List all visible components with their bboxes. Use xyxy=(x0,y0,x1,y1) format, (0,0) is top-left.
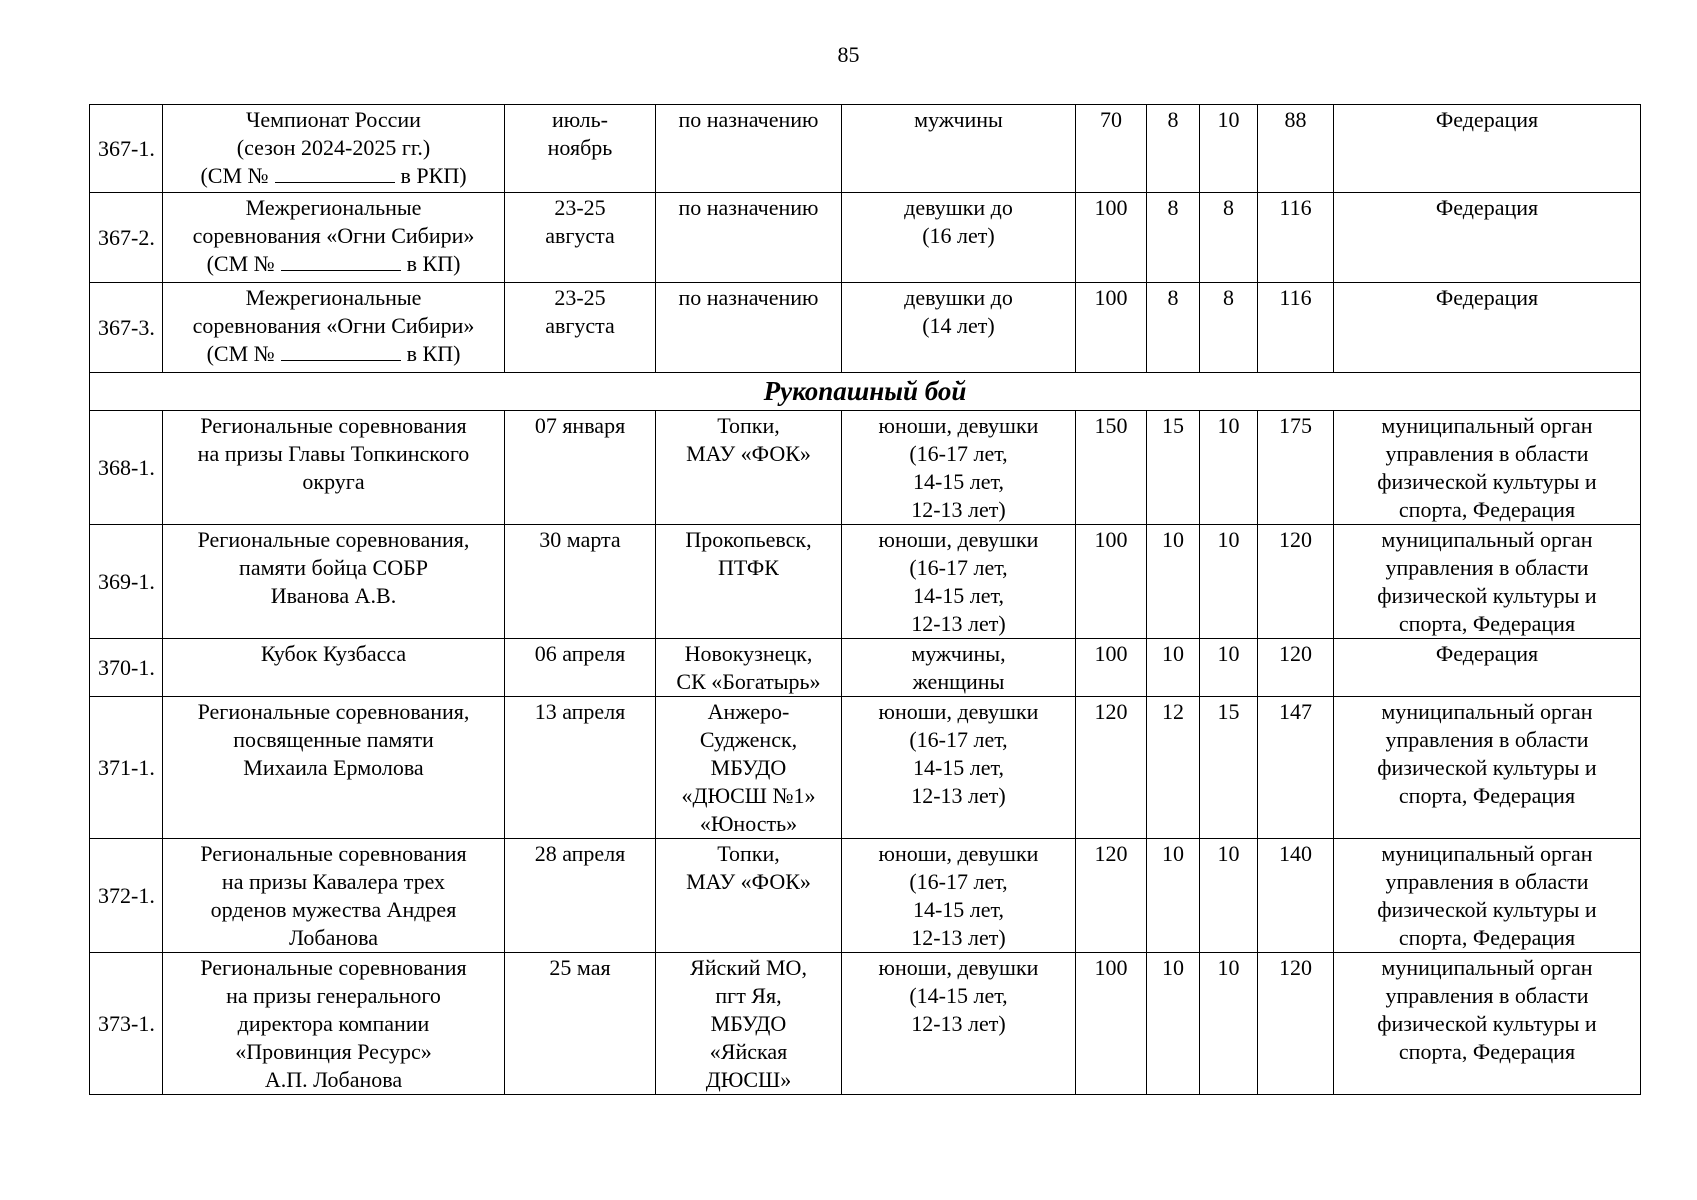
event-participants xyxy=(842,839,1076,953)
event-name-line: Кубок Кузбасса xyxy=(260,641,407,666)
judges-count: 10 xyxy=(1200,639,1258,697)
event-participants-line: (14-15 лет, xyxy=(909,983,1008,1008)
athletes-count: 120 xyxy=(1076,697,1147,839)
event-number: 373-1. xyxy=(90,953,163,1095)
event-number: 367-1. xyxy=(90,105,163,193)
event-place-line: по назначению xyxy=(678,285,819,310)
total-count: 175 xyxy=(1258,411,1334,525)
judges-count: 8 xyxy=(1200,283,1258,373)
event-name-line: на призы Главы Топкинского xyxy=(197,441,470,466)
event-number: 370-1. xyxy=(90,639,163,697)
event-name-line: Региональные соревнования xyxy=(200,841,467,866)
event-participants xyxy=(842,283,1076,373)
table-body xyxy=(90,105,1641,1095)
event-name-line: орденов мужества Андрея xyxy=(210,897,457,922)
event-dates-line: 23-25 xyxy=(554,285,606,310)
event-organizer-line: спорта, Федерация xyxy=(1398,783,1576,808)
event-number: 367-3. xyxy=(90,283,163,373)
event-name xyxy=(163,953,505,1095)
event-place xyxy=(656,697,842,839)
event-dates xyxy=(505,525,656,639)
event-participants-line: девушки до xyxy=(904,195,1013,220)
event-participants-line: (16-17 лет, xyxy=(909,727,1008,752)
table-row xyxy=(90,283,1641,373)
event-name-line: Михаила Ермолова xyxy=(243,755,424,780)
event-organizer-line: муниципальный орган xyxy=(1381,413,1593,438)
event-participants-line: (16-17 лет, xyxy=(909,555,1008,580)
event-participants-line: юноши, девушки xyxy=(878,955,1039,980)
coaches-count: 10 xyxy=(1147,953,1200,1095)
event-participants xyxy=(842,639,1076,697)
athletes-count: 70 xyxy=(1076,105,1147,193)
coaches-count: 8 xyxy=(1147,193,1200,283)
event-name xyxy=(163,525,505,639)
event-organizer-line: физической культуры и xyxy=(1377,1011,1597,1036)
event-organizer xyxy=(1334,839,1641,953)
event-organizer-line: муниципальный орган xyxy=(1381,955,1593,980)
event-place xyxy=(656,193,842,283)
event-place-line: МАУ «ФОК» xyxy=(686,869,811,894)
event-reference xyxy=(165,340,502,368)
event-organizer-line: спорта, Федерация xyxy=(1398,497,1576,522)
total-count: 88 xyxy=(1258,105,1334,193)
event-name-line: на призы генерального xyxy=(226,983,441,1008)
event-participants xyxy=(842,193,1076,283)
reference-blank-field xyxy=(281,344,401,361)
event-name-line: Региональные соревнования xyxy=(200,413,467,438)
event-place-line: по назначению xyxy=(678,107,819,132)
event-name-line: А.П. Лобанова xyxy=(264,1067,403,1092)
event-participants-line: 12-13 лет) xyxy=(911,611,1006,636)
event-participants-line: 12-13 лет) xyxy=(911,783,1006,808)
event-participants-line: (16-17 лет, xyxy=(909,441,1008,466)
event-organizer-line: физической культуры и xyxy=(1377,469,1597,494)
event-organizer-line: Федерация xyxy=(1435,285,1539,310)
total-count: 116 xyxy=(1258,283,1334,373)
reference-blank-field xyxy=(275,166,395,183)
reference-blank-field xyxy=(281,254,401,271)
event-organizer-line: управления в области xyxy=(1385,983,1589,1008)
table-row xyxy=(90,839,1641,953)
athletes-count: 100 xyxy=(1076,193,1147,283)
event-place-line: «Яйская xyxy=(709,1039,788,1064)
event-organizer xyxy=(1334,105,1641,193)
event-name xyxy=(163,283,505,373)
athletes-count: 100 xyxy=(1076,525,1147,639)
event-place-line: Топки, xyxy=(717,841,780,866)
event-organizer-line: управления в области xyxy=(1385,727,1589,752)
event-participants-line: 14-15 лет, xyxy=(912,583,1005,608)
event-reference xyxy=(165,250,502,278)
event-dates xyxy=(505,839,656,953)
total-count: 120 xyxy=(1258,953,1334,1095)
event-participants-line: мужчины, xyxy=(911,641,1006,666)
event-participants-line: (16-17 лет, xyxy=(909,869,1008,894)
judges-count: 10 xyxy=(1200,411,1258,525)
event-name xyxy=(163,105,505,193)
coaches-count: 15 xyxy=(1147,411,1200,525)
section-row xyxy=(90,373,1641,411)
coaches-count: 10 xyxy=(1147,639,1200,697)
event-dates-line: 23-25 xyxy=(554,195,606,220)
total-count: 120 xyxy=(1258,639,1334,697)
event-name-line: Межрегиональные xyxy=(245,285,422,310)
event-organizer-line: спорта, Федерация xyxy=(1398,925,1576,950)
event-organizer xyxy=(1334,525,1641,639)
total-count: 147 xyxy=(1258,697,1334,839)
event-place-line: Прокопьевск, xyxy=(685,527,812,552)
event-place-line: «ДЮСШ №1» xyxy=(681,783,816,808)
event-organizer xyxy=(1334,283,1641,373)
event-place-line: по назначению xyxy=(678,195,819,220)
event-name-line: соревнования «Огни Сибири» xyxy=(192,313,475,338)
table-row xyxy=(90,193,1641,283)
event-number: 367-2. xyxy=(90,193,163,283)
judges-count: 10 xyxy=(1200,839,1258,953)
event-organizer-line: спорта, Федерация xyxy=(1398,1039,1576,1064)
event-place xyxy=(656,283,842,373)
event-name-line: «Провинция Ресурс» xyxy=(235,1039,432,1064)
event-place-line: ДЮСШ» xyxy=(705,1067,792,1092)
reference-suffix: в РКП) xyxy=(400,163,467,188)
event-organizer xyxy=(1334,193,1641,283)
event-dates xyxy=(505,697,656,839)
event-participants-line: девушки до xyxy=(904,285,1013,310)
reference-prefix: (СМ № xyxy=(206,341,275,366)
event-participants-line: (16 лет) xyxy=(922,223,995,248)
event-participants-line: женщины xyxy=(912,669,1005,694)
event-participants-line: юноши, девушки xyxy=(878,699,1039,724)
event-dates-line: 07 января xyxy=(534,413,626,438)
coaches-count: 12 xyxy=(1147,697,1200,839)
event-place-line: Судженск, xyxy=(699,727,798,752)
event-participants-line: юноши, девушки xyxy=(878,527,1039,552)
event-dates xyxy=(505,953,656,1095)
total-count: 140 xyxy=(1258,839,1334,953)
event-dates xyxy=(505,411,656,525)
athletes-count: 100 xyxy=(1076,283,1147,373)
event-organizer-line: управления в области xyxy=(1385,555,1589,580)
coaches-count: 10 xyxy=(1147,839,1200,953)
event-dates-line: 06 апреля xyxy=(534,641,626,666)
event-place-line: МБУДО xyxy=(710,1011,787,1036)
event-place-line: Анжеро- xyxy=(707,699,790,724)
event-dates xyxy=(505,639,656,697)
event-organizer-line: Федерация xyxy=(1435,107,1539,132)
event-name-line: (сезон 2024-2025 гг.) xyxy=(236,135,431,160)
event-organizer-line: Федерация xyxy=(1435,195,1539,220)
event-dates xyxy=(505,193,656,283)
event-name-line: Региональные соревнования xyxy=(200,955,467,980)
event-dates xyxy=(505,283,656,373)
event-participants-line: 14-15 лет, xyxy=(912,469,1005,494)
event-participants-line: мужчины xyxy=(914,107,1003,132)
event-name-line: округа xyxy=(302,469,365,494)
events-table xyxy=(89,104,1641,1095)
event-name-line: Региональные соревнования, xyxy=(197,527,470,552)
event-place xyxy=(656,839,842,953)
event-place-line: пгт Яя, xyxy=(715,983,782,1008)
event-organizer-line: физической культуры и xyxy=(1377,755,1597,780)
event-place-line: МБУДО xyxy=(710,755,787,780)
event-name-line: Межрегиональные xyxy=(245,195,422,220)
event-dates-line: августа xyxy=(545,223,615,248)
event-name xyxy=(163,697,505,839)
event-name-line: на призы Кавалера трех xyxy=(221,869,446,894)
event-place-line: Топки, xyxy=(717,413,780,438)
event-dates-line: 30 марта xyxy=(539,527,621,552)
athletes-count: 100 xyxy=(1076,953,1147,1095)
event-participants-line: 12-13 лет) xyxy=(911,1011,1006,1036)
event-organizer-line: Федерация xyxy=(1435,641,1539,666)
event-participants xyxy=(842,105,1076,193)
judges-count: 15 xyxy=(1200,697,1258,839)
judges-count: 8 xyxy=(1200,193,1258,283)
event-dates-line: 13 апреля xyxy=(534,699,626,724)
event-participants-line: 14-15 лет, xyxy=(912,755,1005,780)
event-organizer-line: муниципальный орган xyxy=(1381,699,1593,724)
event-participants-line: 12-13 лет) xyxy=(911,497,1006,522)
reference-prefix: (СМ № xyxy=(200,163,269,188)
athletes-count: 120 xyxy=(1076,839,1147,953)
athletes-count: 100 xyxy=(1076,639,1147,697)
reference-suffix: в КП) xyxy=(406,251,461,276)
athletes-count: 150 xyxy=(1076,411,1147,525)
event-organizer-line: управления в области xyxy=(1385,869,1589,894)
event-place xyxy=(656,525,842,639)
event-organizer xyxy=(1334,639,1641,697)
event-number: 368-1. xyxy=(90,411,163,525)
event-participants-line: 12-13 лет) xyxy=(911,925,1006,950)
event-number: 371-1. xyxy=(90,697,163,839)
total-count: 116 xyxy=(1258,193,1334,283)
event-participants xyxy=(842,953,1076,1095)
event-name-line: памяти бойца СОБР xyxy=(239,555,428,580)
event-place xyxy=(656,105,842,193)
event-dates-line: 28 апреля xyxy=(534,841,626,866)
section-title: Рукопашный бой xyxy=(90,373,1641,411)
event-dates-line: августа xyxy=(545,313,615,338)
table-row xyxy=(90,105,1641,193)
event-number: 369-1. xyxy=(90,525,163,639)
event-organizer-line: физической культуры и xyxy=(1377,897,1597,922)
event-place-line: Яйский МО, xyxy=(690,955,807,980)
event-participants-line: (14 лет) xyxy=(922,313,995,338)
event-name xyxy=(163,839,505,953)
event-participants xyxy=(842,525,1076,639)
event-participants-line: 14-15 лет, xyxy=(912,897,1005,922)
table-row xyxy=(90,525,1641,639)
table-row xyxy=(90,953,1641,1095)
event-organizer-line: управления в области xyxy=(1385,441,1589,466)
event-organizer xyxy=(1334,953,1641,1095)
event-place-line: Новокузнецк, xyxy=(684,641,813,666)
judges-count: 10 xyxy=(1200,525,1258,639)
event-organizer xyxy=(1334,697,1641,839)
event-place-line: МАУ «ФОК» xyxy=(686,441,811,466)
event-name-line: директора компании xyxy=(237,1011,430,1036)
event-place xyxy=(656,953,842,1095)
event-number: 372-1. xyxy=(90,839,163,953)
event-name xyxy=(163,193,505,283)
table-row xyxy=(90,639,1641,697)
event-name-line: Чемпионат России xyxy=(246,107,421,132)
event-place xyxy=(656,639,842,697)
event-place-line: «Юность» xyxy=(699,811,798,836)
event-dates-line: 25 мая xyxy=(549,955,611,980)
event-participants-line: юноши, девушки xyxy=(878,841,1039,866)
event-participants xyxy=(842,697,1076,839)
event-participants xyxy=(842,411,1076,525)
total-count: 120 xyxy=(1258,525,1334,639)
table-row xyxy=(90,697,1641,839)
judges-count: 10 xyxy=(1200,953,1258,1095)
event-participants-line: юноши, девушки xyxy=(878,413,1039,438)
event-name xyxy=(163,411,505,525)
event-name-line: Иванова А.В. xyxy=(270,583,397,608)
event-organizer xyxy=(1334,411,1641,525)
event-dates xyxy=(505,105,656,193)
event-reference xyxy=(165,162,502,190)
event-organizer-line: физической культуры и xyxy=(1377,583,1597,608)
event-organizer-line: муниципальный орган xyxy=(1381,527,1593,552)
event-name-line: Региональные соревнования, xyxy=(197,699,470,724)
event-name-line: соревнования «Огни Сибири» xyxy=(192,223,475,248)
event-place-line: ПТФК xyxy=(718,555,779,580)
coaches-count: 8 xyxy=(1147,105,1200,193)
event-name-line: посвященные памяти xyxy=(233,727,434,752)
judges-count: 10 xyxy=(1200,105,1258,193)
reference-prefix: (СМ № xyxy=(206,251,275,276)
event-organizer-line: муниципальный орган xyxy=(1381,841,1593,866)
coaches-count: 10 xyxy=(1147,525,1200,639)
event-dates-line: июль- xyxy=(552,107,608,132)
event-organizer-line: спорта, Федерация xyxy=(1398,611,1576,636)
event-name-line: Лобанова xyxy=(289,925,378,950)
event-name xyxy=(163,639,505,697)
event-place-line: СК «Богатырь» xyxy=(676,669,821,694)
event-place xyxy=(656,411,842,525)
page-number: 85 xyxy=(837,42,860,67)
reference-suffix: в КП) xyxy=(406,341,461,366)
coaches-count: 8 xyxy=(1147,283,1200,373)
table-row xyxy=(90,411,1641,525)
event-dates-line: ноябрь xyxy=(547,135,613,160)
